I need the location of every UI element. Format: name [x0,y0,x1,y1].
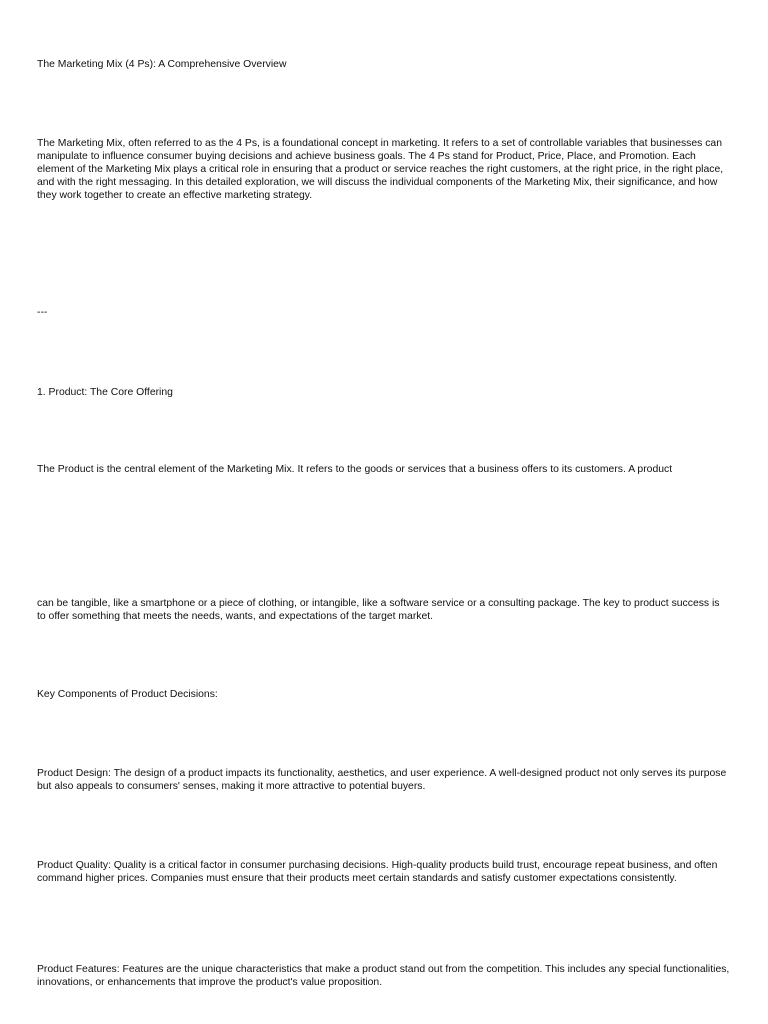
product-quality-paragraph: Product Quality: Quality is a critical factor in consumer purchasing decisions. High-quality products build trust, encourage repeat business, and often command higher prices. Companies must ensure that their products meet certain standards and satisfy customer expectations consistently. [37,860,718,884]
product-paragraph-part-2: can be tangible, like a smartphone or a piece of clothing, or intangible, like a software service or a consulting package. The key to product success is to offer something that meets the needs, wants, and expectations of the target market. [37,598,720,622]
section-separator: --- [37,307,48,318]
document-title: The Marketing Mix (4 Ps): A Comprehensive Overview [37,59,287,70]
intro-paragraph: The Marketing Mix, often referred to as the 4 Ps, is a foundational concept in marketing. It refers to a set of controllable variables that businesses can manipulate to influence consumer buying decisions and achieve business goals. The 4 Ps stand for Product, Price, Place, and Promotion. Each element of the Marketing Mix plays a critical role in ensuring that a product or service reaches the right customers, at the right price, in the right place, and with the right messaging. In this detailed exploration, we will discuss the individual components of the Marketing Mix, their significance, and how they work together to create an effective marketing strategy. [37,138,724,201]
product-features-paragraph: Product Features: Features are the unique characteristics that make a product stand out from the competition. This includes any special functionalities, innovations, or enhancements that improve the product's value proposition. [37,964,730,988]
components-heading: Key Components of Product Decisions: [37,689,218,700]
section-heading-product: 1. Product: The Core Offering [37,387,173,398]
product-design-paragraph: Product Design: The design of a product impacts its functionality, aesthetics, and user experience. A well-designed product not only serves its purpose but also appeals to consumers' senses, making it more attractive to potential buyers. [37,768,727,792]
product-paragraph-part-1: The Product is the central element of the Marketing Mix. It refers to the goods or services that a business offers to its customers. A product [37,464,673,475]
